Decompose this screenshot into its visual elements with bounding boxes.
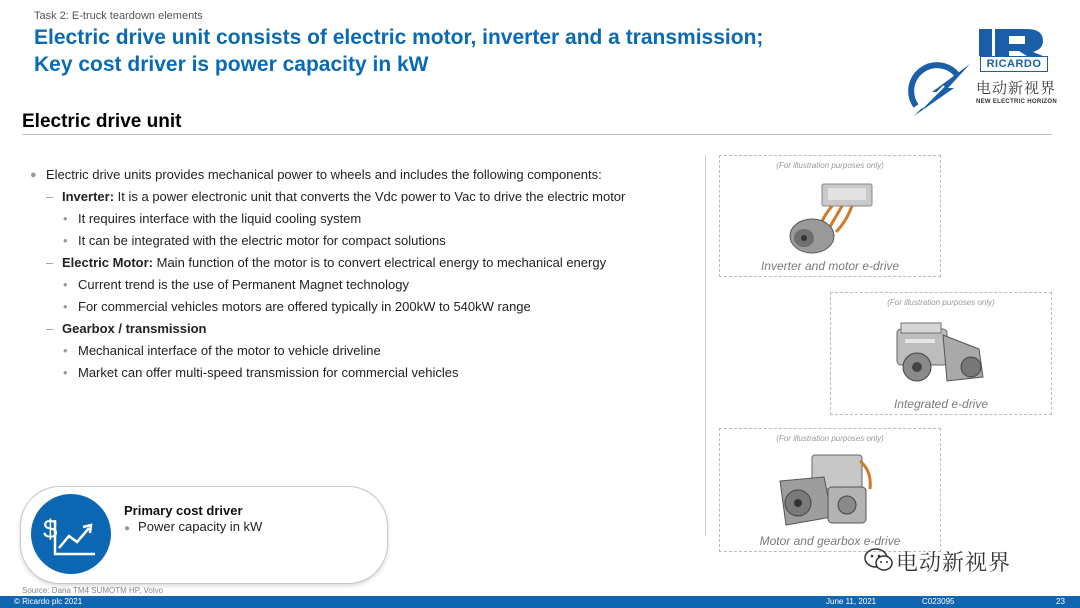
- page-title: [34, 24, 763, 78]
- list-item: • Mechanical interface of the motor to vehicle driveline: [63, 343, 381, 358]
- footer-code: C023095: [922, 597, 955, 606]
- list-item: • It can be integrated with the electric motor for compact solutions: [63, 233, 446, 248]
- task-label: Task 2: E-truck teardown elements: [34, 10, 203, 22]
- image-column-divider: [705, 155, 706, 535]
- footer-copyright: © Ricardo plc 2021: [14, 597, 83, 606]
- image-integrated-edrive: [830, 292, 1052, 415]
- image-caption: Motor and gearbox e-drive: [759, 534, 901, 548]
- list-item: ● Electric drive units provides mechanical power to wheels and includes the following components:: [30, 167, 602, 182]
- image-motor-gearbox: [719, 428, 941, 552]
- title-line-1: Electric drive unit consists of electric motor, inverter and a transmission;: [34, 26, 764, 49]
- wechat-icon: [864, 547, 894, 573]
- list-item: • For commercial vehicles motors are offered typically in 200kW to 540kW range: [63, 299, 531, 314]
- list-item: • Current trend is the use of Permanent Magnet technology: [63, 277, 409, 292]
- brand-english-name: NEW ELECTRIC HORIZON: [976, 99, 1057, 105]
- list-item: • It requires interface with the liquid cooling system: [63, 211, 362, 226]
- integrated-edrive-illustration: [887, 315, 997, 395]
- list-item: • Market can offer multi-speed transmission for commercial vehicles: [63, 365, 459, 380]
- watermark-text: 电动新视界: [896, 550, 1012, 575]
- cost-driver-heading: Primary cost driver: [124, 503, 243, 518]
- source-note: Source: Dana TM4 SUMOTM HP, Volvo: [22, 586, 164, 595]
- list-item: – Gearbox / transmission: [46, 321, 207, 336]
- page-number: 23: [1056, 597, 1065, 606]
- dollar-growth-chart-icon: [31, 494, 111, 574]
- footer-date: June 11, 2021: [826, 597, 877, 606]
- new-electric-horizon-logo-icon: [908, 62, 976, 118]
- list-item: – Electric Motor: Main function of the motor is to convert electrical energy to mechanical energy: [46, 255, 607, 270]
- image-caption: Inverter and motor e-drive: [760, 259, 900, 273]
- illustration-note: (For illustration purposes only): [776, 161, 884, 170]
- inverter-motor-illustration: [782, 178, 882, 258]
- cost-driver-item: ● Power capacity in kW: [124, 519, 263, 534]
- illustration-note: (For illustration purposes only): [887, 298, 995, 307]
- title-line-2: Key cost driver is power capacity in kW: [34, 53, 429, 76]
- footer-bar: [0, 596, 1080, 608]
- brand-chinese-name: 电动新视界: [976, 80, 1057, 97]
- section-title: Electric drive unit: [22, 111, 182, 132]
- svg-text:$: $: [43, 514, 58, 544]
- ricardo-logo-text: RICARDO: [980, 56, 1048, 72]
- list-item: – Inverter: It is a power electronic unit that converts the Vdc power to Vac to drive the electric motor: [46, 189, 626, 204]
- motor-gearbox-illustration: [772, 447, 892, 535]
- bullet-list: [30, 164, 690, 384]
- section-divider: [22, 134, 1052, 135]
- image-caption: Integrated e-drive: [893, 397, 989, 411]
- image-inverter-motor: [719, 155, 941, 277]
- illustration-note: (For illustration purposes only): [776, 434, 884, 443]
